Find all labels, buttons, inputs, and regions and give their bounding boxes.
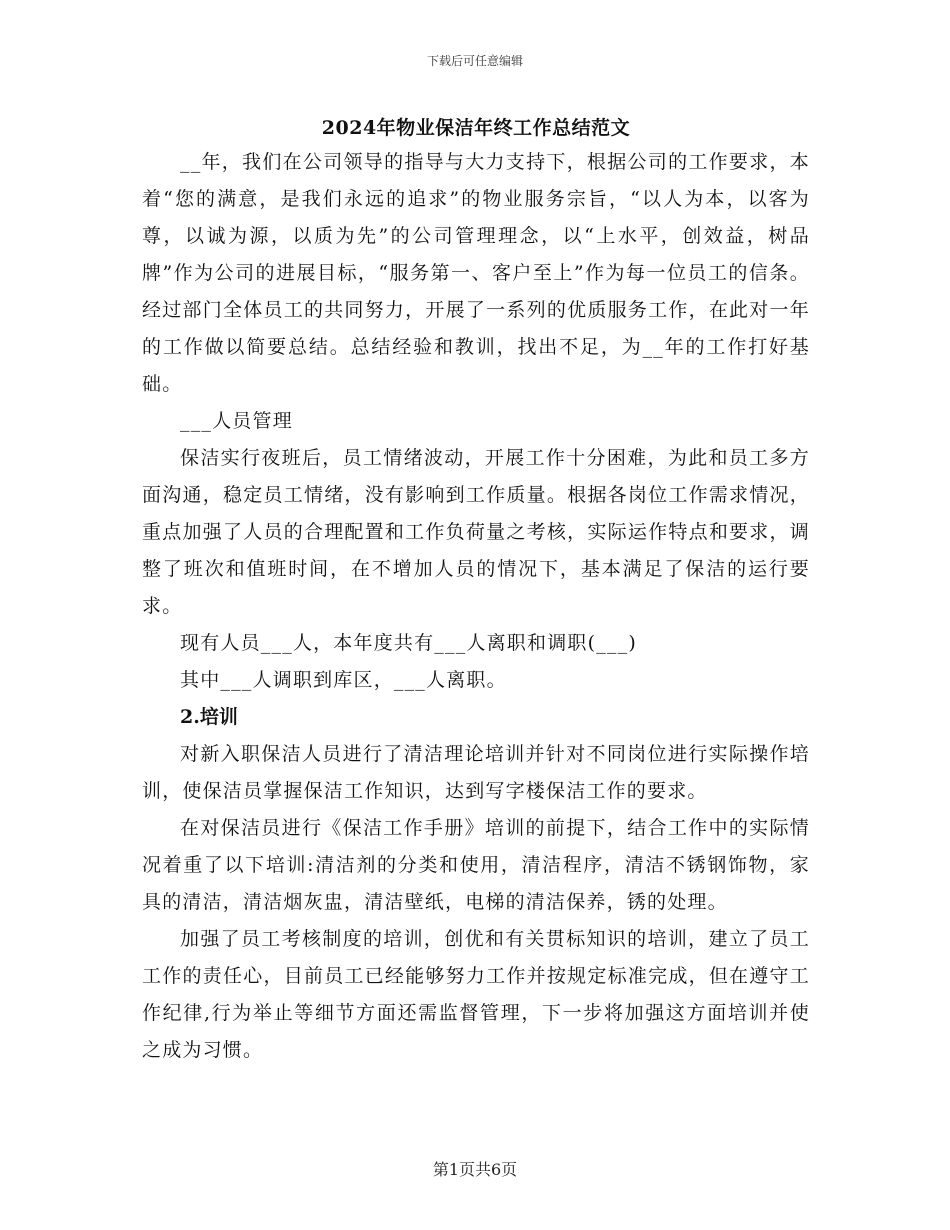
section1-heading: ___人员管理 xyxy=(180,410,293,432)
page-number-footer: 第1页共6页 xyxy=(432,1160,518,1179)
section2-heading: 2.培训 xyxy=(180,706,238,728)
staff-count-line: 现有人员___人，本年度共有___人离职和调职(___) xyxy=(180,632,637,654)
document-title: 2024年物业保洁年终工作总结范文 xyxy=(321,117,631,139)
training-paragraph-3: 加强了员工考核制度的培训，创优和有关贯标知识的培训，建立了员工工作的责任心，目前员工已经能够努力工作并按规定标准完成，但在遵守工作纪律,行为举止等细节方面还需监督管理，下一步将加强这方面培训并使之成为习惯。 xyxy=(142,928,810,1061)
staff-management-paragraph: 保洁实行夜班后，员工情绪波动，开展工作十分困难，为此和员工多方面沟通，稳定员工情绪，没有影响到工作质量。根据各岗位工作需求情况，重点加强了人员的合理配置和工作负荷量之考核，实际运作特点和要求，调整了班次和值班时间，在不增加人员的情况下，基本满足了保洁的运行要求。 xyxy=(142,447,810,617)
training-paragraph-2: 在对保洁员进行《保洁工作手册》培训的前提下，结合工作中的实际情况着重了以下培训:清洁剂的分类和使用，清洁程序，清洁不锈钢饰物，家具的清洁，清洁烟灰盅，清洁壁纸，电梯的清洁保养，锈的处理。 xyxy=(142,817,810,913)
staff-transfer-line: 其中___人调职到库区，___人离职。 xyxy=(180,669,507,691)
training-paragraph-1: 对新入职保洁人员进行了清洁理论培训并针对不同岗位进行实际操作培训，使保洁员掌握保洁工作知识，达到写字楼保洁工作的要求。 xyxy=(142,743,810,802)
page-header-note: 下载后可任意编辑 xyxy=(426,54,523,68)
document-body xyxy=(142,112,810,1069)
intro-paragraph: __年，我们在公司领导的指导与大力支持下，根据公司的工作要求，本着“您的满意，是我们永远的追求”的物业服务宗旨，“以人为本，以客为尊，以诚为源，以质为先”的公司管理理念，以“上水平，创效益，树品牌”作为公司的进展目标，“服务第一、客户至上”作为每一位员工的信条。经过部门全体员工的共同努力，开展了一系列的优质服务工作，在此对一年的工作做以简要总结。总结经验和教训，找出不足，为__年的工作打好基础。 xyxy=(142,151,810,395)
